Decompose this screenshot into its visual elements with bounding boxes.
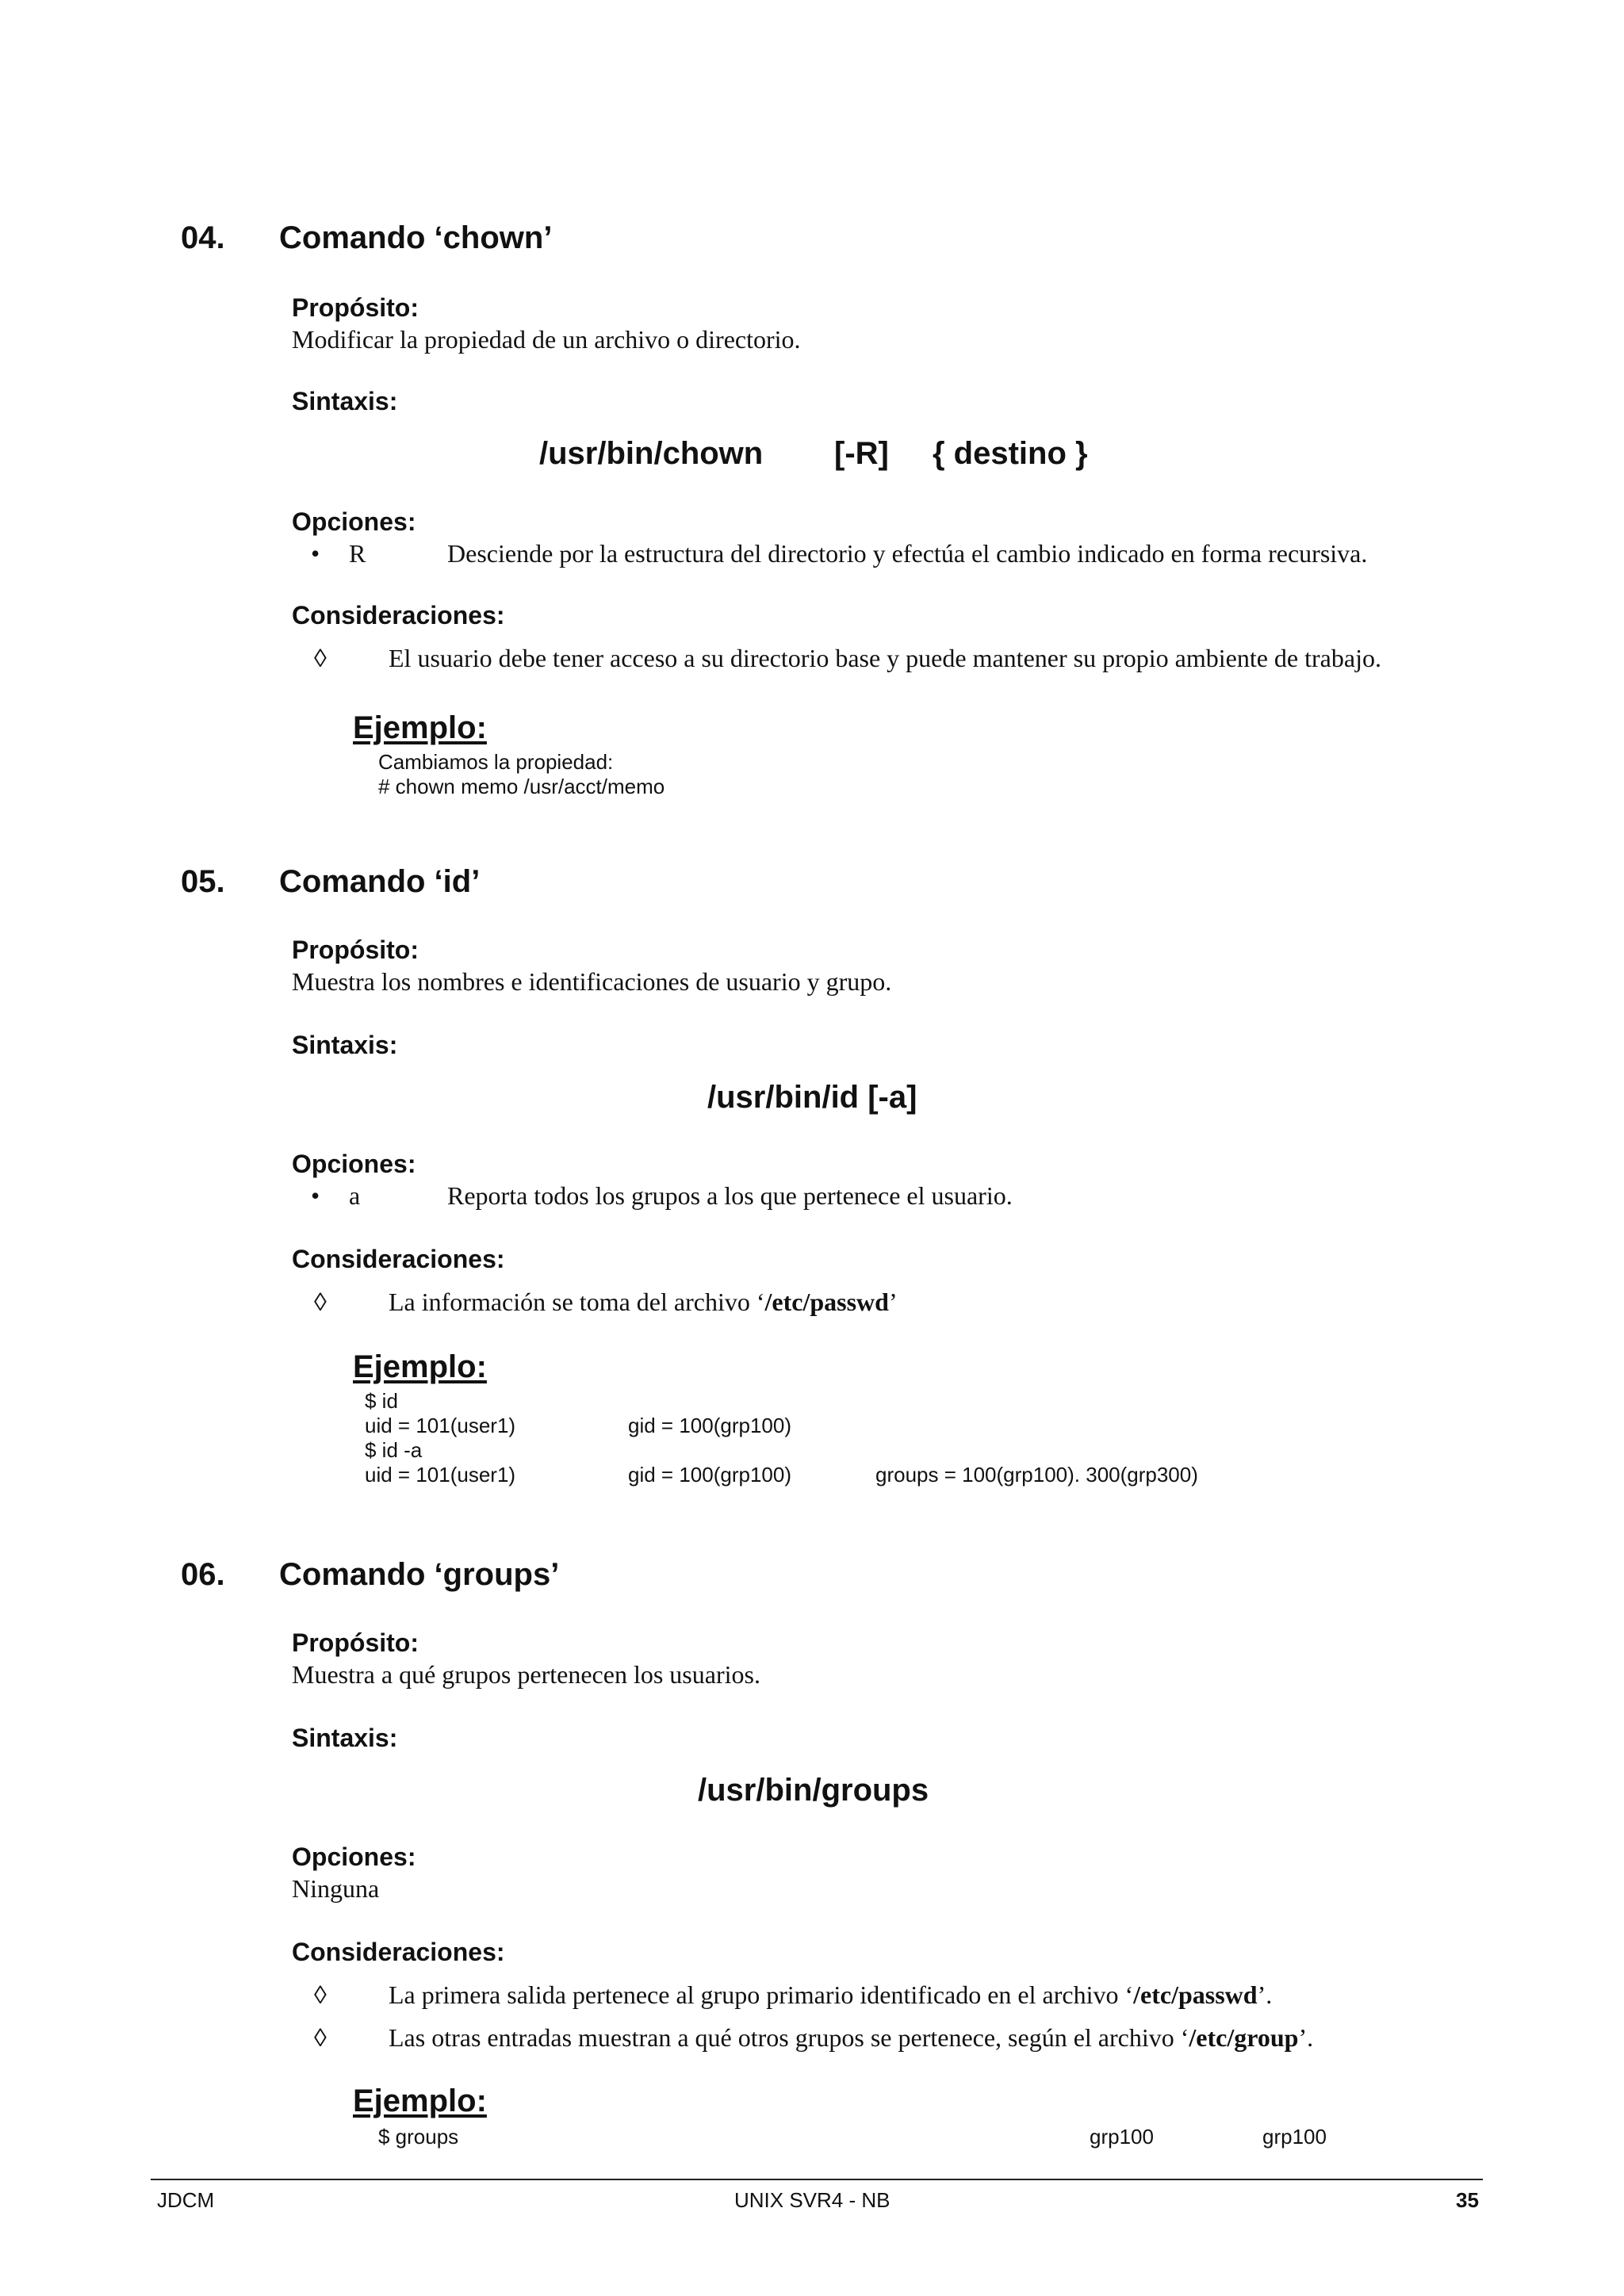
example-line: gid = 100(grp100) [628, 1463, 791, 1487]
option-bullet: • [311, 1181, 320, 1210]
example-line: # chown memo /usr/acct/memo [378, 775, 665, 798]
option-description: Desciende por la estructura del directorio y efectúa el cambio indicado en forma recursiva. [447, 539, 1368, 568]
section-title: Comando ‘id’ [279, 864, 481, 899]
diamond-bullet-icon: ◊ [314, 2023, 327, 2052]
consideration-text: La primera salida pertenece al grupo primario identificado en el archivo ‘/etc/passwd’. [389, 1980, 1273, 2009]
example-line: $ groups [378, 2125, 459, 2149]
opciones-label: Opciones: [292, 507, 416, 536]
proposito-text: Modificar la propiedad de un archivo o directorio. [292, 325, 801, 354]
section-number: 04. [181, 220, 225, 255]
proposito-label: Propósito: [292, 1628, 419, 1657]
opciones-label: Opciones: [292, 1843, 416, 1871]
proposito-text: Muestra a qué grupos pertenecen los usuarios. [292, 1660, 760, 1689]
option-key: R [349, 539, 366, 568]
section-title: Comando ‘groups’ [279, 1557, 560, 1592]
ejemplo-label: Ejemplo: [353, 1349, 487, 1384]
consideraciones-label: Consideraciones: [292, 1245, 505, 1273]
option-bullet: • [311, 539, 320, 568]
section-number: 06. [181, 1557, 225, 1592]
consideration-text: Las otras entradas muestran a qué otros grupos se pertenece, según el archivo ‘/etc/group’. [389, 2023, 1314, 2052]
syntax-argument: { destino } [933, 436, 1088, 471]
example-line: Cambiamos la propiedad: [378, 750, 614, 774]
syntax-command: /usr/bin/id [-a] [707, 1080, 917, 1115]
example-line: grp100 [1262, 2125, 1327, 2149]
section-number: 05. [181, 864, 225, 899]
section-title: Comando ‘chown’ [279, 220, 553, 255]
sintaxis-label: Sintaxis: [292, 1031, 398, 1059]
syntax-option: [-R] [834, 436, 889, 471]
syntax-command: /usr/bin/chown [539, 436, 764, 471]
diamond-bullet-icon: ◊ [314, 1288, 327, 1316]
proposito-text: Muestra los nombres e identificaciones de usuario y grupo. [292, 967, 892, 996]
consideration-text: La información se toma del archivo ‘/etc/passwd’ [389, 1288, 898, 1316]
consideration-text: El usuario debe tener acceso a su directorio base y puede mantener su propio ambiente de trabajo. [389, 644, 1381, 672]
footer-title: UNIX SVR4 - NB [734, 2188, 891, 2212]
option-description: Reporta todos los grupos a los que pertenece el usuario. [447, 1181, 1013, 1210]
ejemplo-label: Ejemplo: [353, 2084, 487, 2118]
footer-rule [151, 2179, 1483, 2180]
opciones-text: Ninguna [292, 1874, 380, 1903]
example-line: $ id -a [365, 1438, 423, 1462]
proposito-label: Propósito: [292, 936, 419, 964]
example-line: groups = 100(grp100). 300(grp300) [875, 1463, 1198, 1487]
diamond-bullet-icon: ◊ [314, 1980, 327, 2009]
footer-author: JDCM [157, 2188, 215, 2212]
consideraciones-label: Consideraciones: [292, 1938, 505, 1966]
proposito-label: Propósito: [292, 293, 419, 322]
opciones-label: Opciones: [292, 1150, 416, 1178]
example-line: grp100 [1090, 2125, 1154, 2149]
syntax-command: /usr/bin/groups [698, 1773, 929, 1808]
ejemplo-label: Ejemplo: [353, 710, 487, 745]
example-line: gid = 100(grp100) [628, 1414, 791, 1437]
page-number: 35 [1456, 2188, 1479, 2212]
sintaxis-label: Sintaxis: [292, 387, 398, 415]
example-line: uid = 101(user1) [365, 1414, 516, 1437]
option-key: a [349, 1181, 361, 1210]
diamond-bullet-icon: ◊ [314, 644, 327, 672]
sintaxis-label: Sintaxis: [292, 1724, 398, 1752]
example-line: $ id [365, 1389, 398, 1413]
example-line: uid = 101(user1) [365, 1463, 516, 1487]
consideraciones-label: Consideraciones: [292, 601, 505, 629]
